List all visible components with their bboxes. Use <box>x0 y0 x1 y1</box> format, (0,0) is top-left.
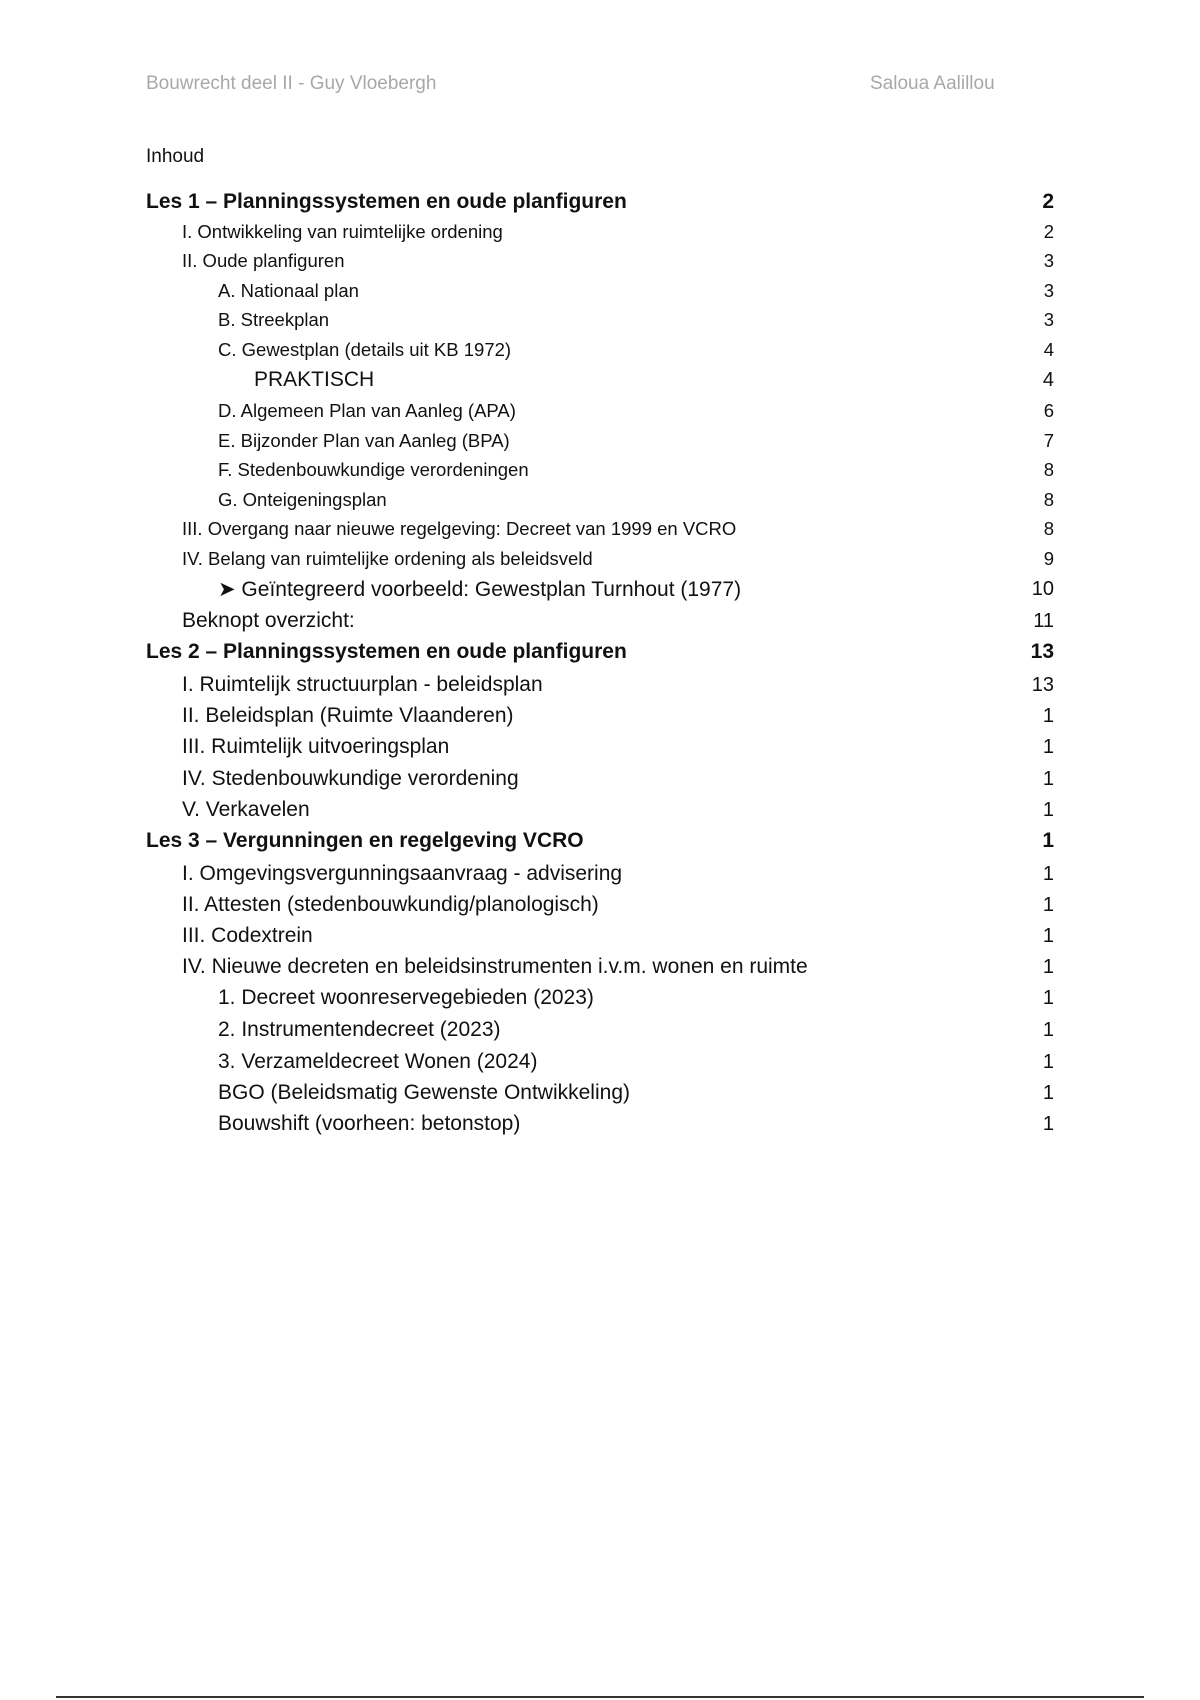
toc-entry-page: 1 <box>1042 924 1054 947</box>
toc-entry[interactable] <box>0 365 1200 395</box>
toc-entry[interactable] <box>0 890 1200 920</box>
toc-entry-page: 1 <box>1042 829 1054 852</box>
toc-entry[interactable] <box>0 305 1200 335</box>
toc-entry-label: IV. Belang van ruimtelijke ordening als beleidsveld <box>182 548 593 569</box>
toc-entry[interactable] <box>0 335 1200 365</box>
toc-entry-label: Beknopt overzicht: <box>182 609 355 632</box>
toc-entry-label: III. Overgang naar nieuwe regelgeving: Decreet van 1999 en VCRO <box>182 518 737 539</box>
toc-entry-page: 1 <box>1042 862 1054 885</box>
toc-entry-page: 8 <box>1043 489 1054 510</box>
toc-entry[interactable] <box>0 637 1200 667</box>
toc-entry-page: 1 <box>1042 798 1054 821</box>
toc-entry-label: C. Gewestplan (details uit KB 1972) <box>218 339 512 360</box>
toc-entry[interactable] <box>0 1047 1200 1077</box>
toc-entry-page: 9 <box>1043 548 1054 569</box>
toc-entry[interactable] <box>0 217 1200 247</box>
toc-title: Inhoud <box>146 146 205 167</box>
toc-entry[interactable] <box>0 1015 1200 1045</box>
toc-entry-label: IV. Nieuwe decreten en beleidsinstrumenten i.v.m. wonen en ruimte <box>182 955 808 978</box>
toc-entry[interactable] <box>0 983 1200 1013</box>
toc-entry-page: 1 <box>1042 893 1054 916</box>
toc-entry-page: 1 <box>1042 1050 1054 1073</box>
toc-entry-label: III. Ruimtelijk uitvoeringsplan <box>182 735 450 758</box>
toc-entry-label: Les 2 – Planningssystemen en oude planfiguren <box>146 640 627 663</box>
toc-entry[interactable] <box>0 396 1200 426</box>
toc-entry[interactable] <box>0 574 1200 604</box>
toc-entry-page: 7 <box>1043 430 1054 451</box>
toc-entry-page: 4 <box>1043 339 1054 360</box>
toc-entry-page: 3 <box>1043 250 1054 271</box>
toc-entry-page: 1 <box>1042 735 1054 758</box>
toc-entry-label: II. Oude planfiguren <box>182 250 345 271</box>
toc-entry-label: D. Algemeen Plan van Aanleg (APA) <box>218 400 516 421</box>
toc-entry[interactable] <box>0 426 1200 456</box>
document-header-author: Saloua Aalillou <box>870 73 995 94</box>
toc-entry-page: 3 <box>1043 309 1054 330</box>
toc-entry-label: Les 1 – Planningssystemen en oude planfiguren <box>146 190 627 213</box>
toc-entry-label: E. Bijzonder Plan van Aanleg (BPA) <box>218 430 510 451</box>
toc-entry[interactable] <box>0 859 1200 889</box>
toc-entry[interactable] <box>0 544 1200 574</box>
toc-entry[interactable] <box>0 514 1200 544</box>
toc-entry[interactable] <box>0 455 1200 485</box>
toc-entry-label: 1. Decreet woonreservegebieden (2023) <box>218 986 594 1009</box>
toc-entry-page: 1 <box>1042 1081 1054 1104</box>
toc-entry-page: 8 <box>1043 459 1054 480</box>
toc-entry-label: IV. Stedenbouwkundige verordening <box>182 767 519 790</box>
toc-entry-label: I. Ontwikkeling van ruimtelijke ordening <box>182 221 503 242</box>
toc-entry[interactable] <box>0 701 1200 731</box>
toc-entry-page: 1 <box>1042 955 1054 978</box>
toc-entry-label: A. Nationaal plan <box>218 280 359 301</box>
toc-entry-label: PRAKTISCH <box>254 368 375 391</box>
toc-entry-label: ➤ Geïntegreerd voorbeeld: Gewestplan Turnhout (1977) <box>218 577 742 601</box>
toc-entry-label: 3. Verzameldecreet Wonen (2024) <box>218 1050 538 1073</box>
toc-entry-label: II. Attesten (stedenbouwkundig/planologisch) <box>182 893 599 916</box>
toc-entry[interactable] <box>0 1109 1200 1139</box>
page-bottom-rule <box>56 1696 1144 1698</box>
toc-entry[interactable] <box>0 276 1200 306</box>
toc-entry[interactable] <box>0 246 1200 276</box>
toc-entry-page: 1 <box>1042 704 1054 727</box>
toc-entry-page: 8 <box>1043 518 1054 539</box>
toc-entry-page: 13 <box>1031 673 1054 696</box>
toc-entry-page: 3 <box>1043 280 1054 301</box>
toc-entry-label: Bouwshift (voorheen: betonstop) <box>218 1112 521 1135</box>
toc-entry-page: 11 <box>1033 609 1054 632</box>
toc-entry[interactable] <box>0 670 1200 700</box>
toc-entry-page: 6 <box>1043 400 1054 421</box>
toc-entry-page: 2 <box>1042 190 1054 213</box>
toc-entry-page: 4 <box>1042 368 1054 391</box>
toc-entry-label: III. Codextrein <box>182 924 313 947</box>
toc-entry-page: 1 <box>1042 767 1054 790</box>
toc-entry[interactable] <box>0 485 1200 515</box>
toc-entry[interactable] <box>0 826 1200 856</box>
toc-entry-label: F. Stedenbouwkundige verordeningen <box>218 459 529 480</box>
toc-entry-label: I. Omgevingsvergunningsaanvraag - advisering <box>182 862 623 885</box>
toc-entry[interactable] <box>0 606 1200 636</box>
toc-entry-page: 10 <box>1031 577 1054 600</box>
toc-entry-label: 2. Instrumentendecreet (2023) <box>218 1018 501 1041</box>
document-header-title: Bouwrecht deel II - Guy Vloebergh <box>146 73 437 94</box>
toc-entry-label: II. Beleidsplan (Ruimte Vlaanderen) <box>182 704 514 727</box>
toc-entry[interactable] <box>0 921 1200 951</box>
toc-entry[interactable] <box>0 732 1200 762</box>
toc-entry-label: B. Streekplan <box>218 309 330 330</box>
toc-entry[interactable] <box>0 1078 1200 1108</box>
toc-entry[interactable] <box>0 795 1200 825</box>
toc-entry[interactable] <box>0 952 1200 982</box>
toc-entry-label: Les 3 – Vergunningen en regelgeving VCRO <box>146 829 584 852</box>
toc-entry-page: 1 <box>1042 1018 1054 1041</box>
toc-entry-page: 1 <box>1042 1112 1054 1135</box>
toc-entry[interactable] <box>0 187 1200 217</box>
toc-entry-page: 2 <box>1043 221 1054 242</box>
toc-entry-page: 13 <box>1030 640 1054 663</box>
toc-entry-label: G. Onteigeningsplan <box>218 489 387 510</box>
toc-entry-label: I. Ruimtelijk structuurplan - beleidsplan <box>182 673 543 696</box>
toc-entry-page: 1 <box>1042 986 1054 1009</box>
toc-entry[interactable] <box>0 764 1200 794</box>
toc-entry-label: V. Verkavelen <box>182 798 310 821</box>
toc-entry-label: BGO (Beleidsmatig Gewenste Ontwikkeling) <box>218 1081 630 1104</box>
